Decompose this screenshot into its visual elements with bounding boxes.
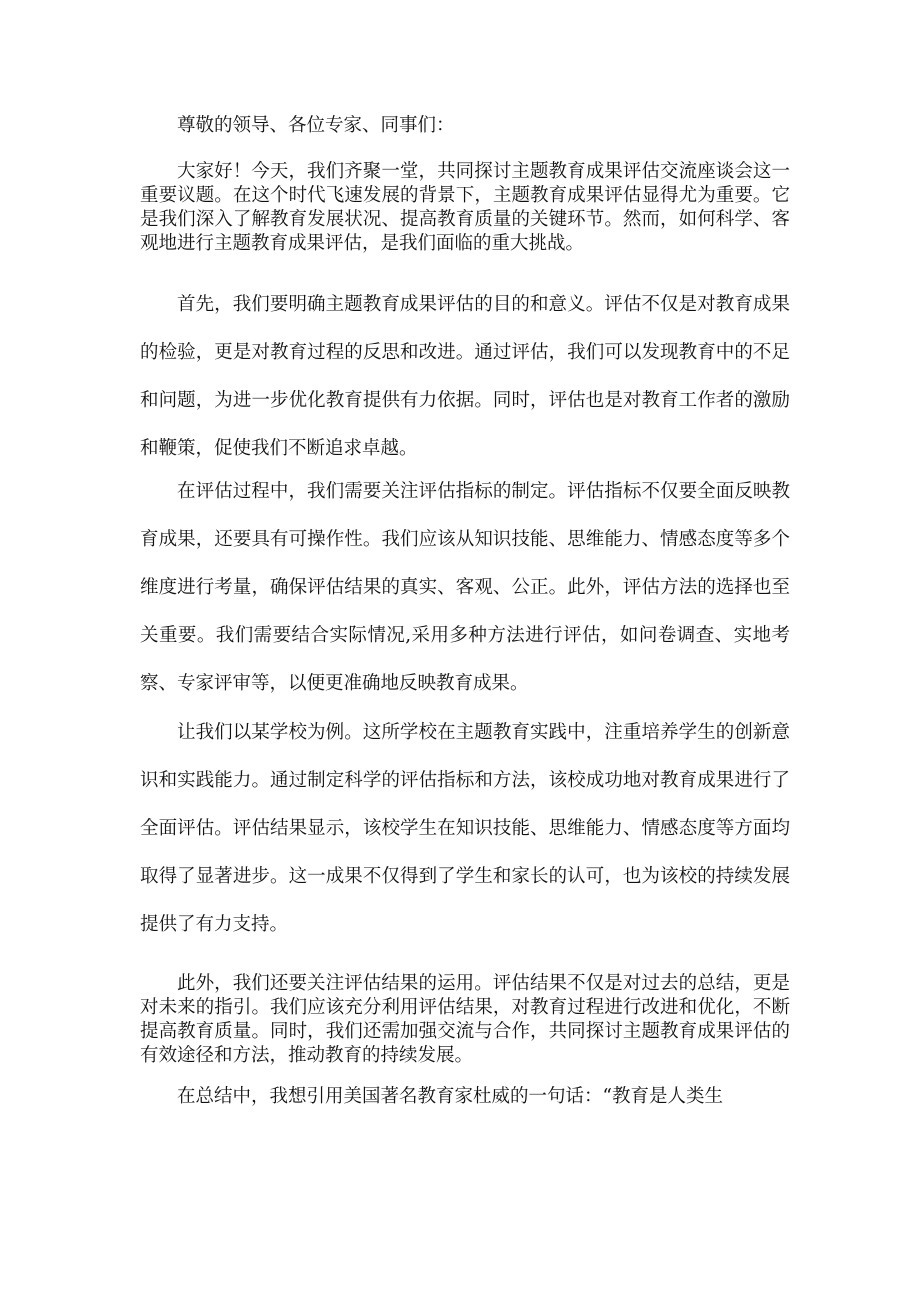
paragraph-greeting: 大家好！今天，我们齐聚一堂，共同探讨主题教育成果评估交流座谈会这一重要议题。在这个时代飞速发展的背景下，主题教育成果评估显得尤为重要。它是我们深入了解教育发展状况、提高教育质量的关键环节。然而，如何科学、客观地进行主题教育成果评估，是我们面临的重大挑战。 — [140, 161, 790, 254]
paragraph-example: 让我们以某学校为例。这所学校在主题教育实践中，注重培养学生的创新意识和实践能力。通过制定科学的评估指标和方法，该校成功地对教育成果进行了全面评估。评估结果显示，该校学生在知识技能、思维能力、情感态度等方面均取得了显著进步。这一成果不仅得到了学生和家长的认可，也为该校的持续发展提供了有力支持。 — [140, 722, 790, 935]
paragraph-purpose: 首先，我们要明确主题教育成果评估的目的和意义。评估不仅是对教育成果的检验，更是对教育过程的反思和改进。通过评估，我们可以发现教育中的不足和问题，为进一步优化教育提供有力依据。同时，评估也是对教育工作者的激励和鞭策，促使我们不断追求卓越。 — [140, 294, 790, 459]
paragraph-application: 此外，我们还要关注评估结果的运用。评估结果不仅是对过去的总结，更是对未来的指引。我们应该充分利用评估结果，对教育过程进行改进和优化，不断提高教育质量。同时，我们还需加强交流与合作，共同探讨主题教育成果评估的有效途径和方法，推动教育的持续发展。 — [140, 973, 790, 1066]
paragraph-indicators: 在评估过程中，我们需要关注评估指标的制定。评估指标不仅要全面反映教育成果，还要具有可操作性。我们应该从知识技能、思维能力、情感态度等多个维度进行考量，确保评估结果的真实、客观、公正。此外，评估方法的选择也至关重要。我们需要结合实际情况,采用多种方法进行评估，如问卷调查、实地考察、专家评审等，以便更准确地反映教育成果。 — [140, 481, 790, 694]
salutation: 尊敬的领导、各位专家、同事们： — [177, 115, 455, 136]
paragraph-summary: 在总结中，我想引用美国著名教育家杜威的一句话：“教育是人类生 — [177, 1086, 723, 1107]
